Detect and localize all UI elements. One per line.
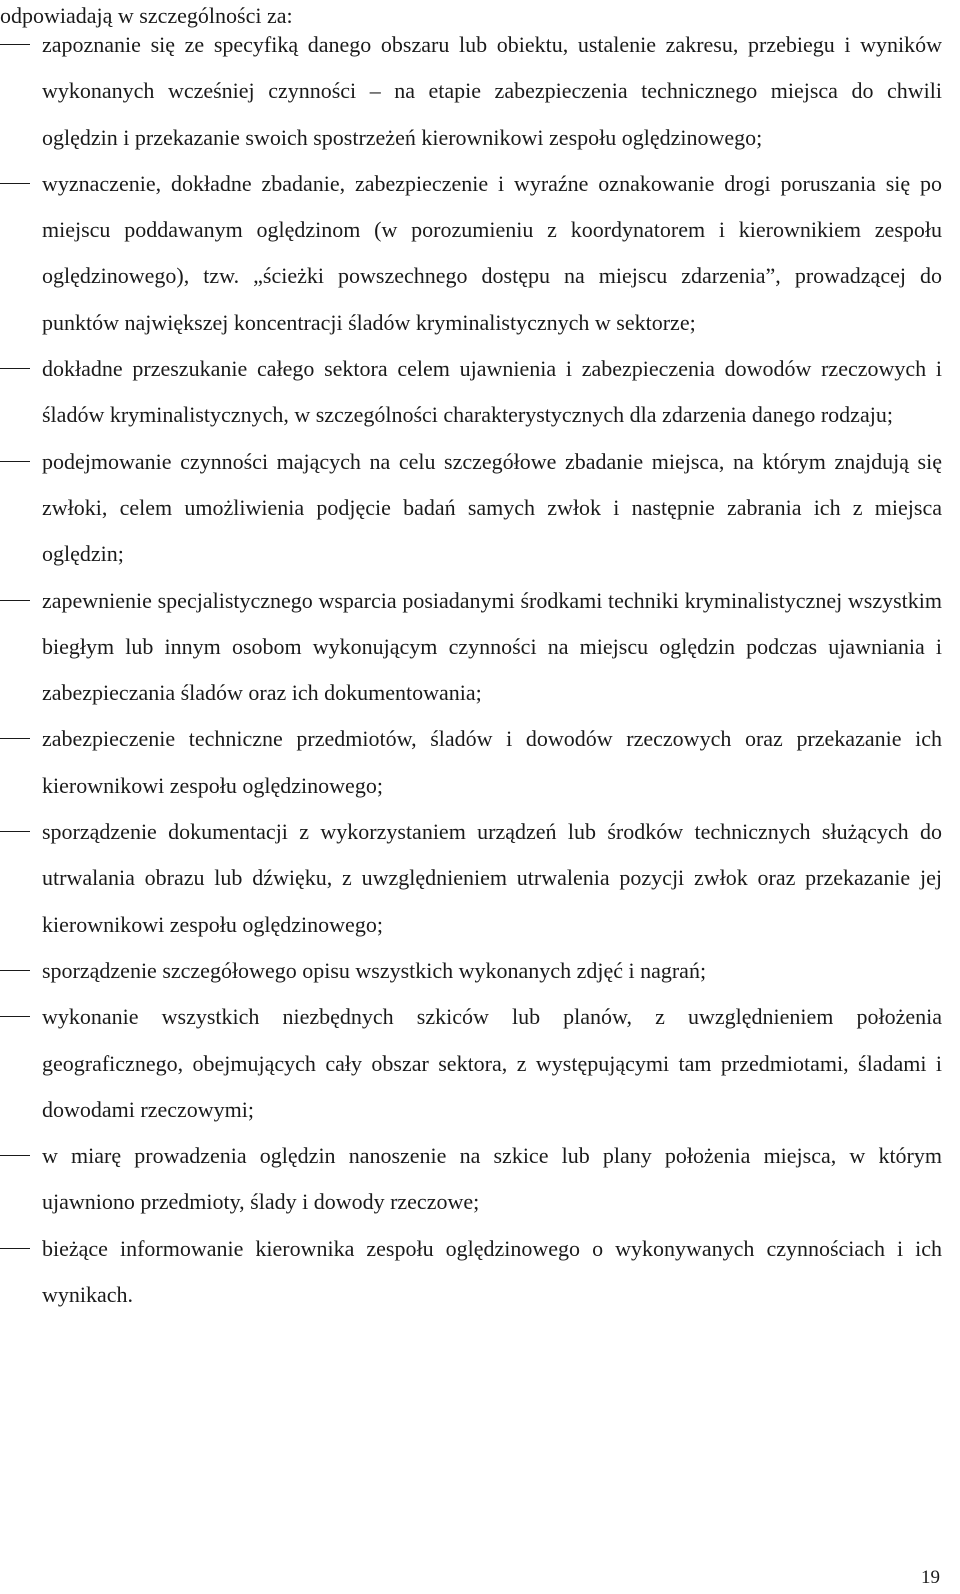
list-item-text: wykonanie wszystkich niezbędnych szkiców lub planów, z uwzględnieniem położenia geograficznego, obejmujących cały obszar sektora, z występującymi tam przedmiotami, śladami i dowodami rzeczowymi;: [42, 1004, 942, 1122]
dash-bullet: [0, 738, 30, 739]
list-item: [0, 22, 960, 161]
list-item-text: sporządzenie szczegółowego opisu wszystkich wykonanych zdjęć i nagrań;: [42, 957, 707, 983]
list-item-text: bieżące informowanie kierownika zespołu oględzinowego o wykonywanych czynnościach i ich wynikach.: [42, 1235, 942, 1308]
list-item-text: zapoznanie się ze specyfiką danego obszaru lub obiektu, ustalenie zakresu, przebiegu i wyników wykonanych wcześniej czynności – na etapie zabezpieczenia technicznego miejsca do chwili oględzin i przekazanie swoich spostrzeżeń kierownikowi zespołu oględzinowego;: [42, 32, 942, 150]
list-item: [0, 1133, 960, 1226]
dash-bullet: [0, 1155, 30, 1156]
list-item: [0, 948, 960, 994]
list-item-text: zabezpieczenie techniczne przedmiotów, śladów i dowodów rzeczowych oraz przekazanie ich kierownikowi zespołu oględzinowego;: [42, 726, 942, 798]
list-item: [0, 439, 960, 578]
list-item: [0, 809, 960, 948]
page-number: 19: [921, 1567, 940, 1588]
intro-text: odpowiadają w szczególności za:: [0, 3, 293, 28]
dash-bullet: [0, 183, 30, 184]
dash-bullet: [0, 461, 30, 462]
list-item-text: zapewnienie specjalistycznego wsparcia posiadanymi środkami techniki kryminalistycznej wszystkim biegłym lub innym osobom wykonującym czynności na miejscu oględzin podczas ujawniania i zabezpieczania śladów oraz ich dokumentowania;: [42, 587, 942, 706]
list-item: [0, 1226, 960, 1319]
list-item: [0, 716, 960, 809]
dash-bullet: [0, 44, 30, 45]
dash-bullet: [0, 831, 30, 832]
list-item-text: podejmowanie czynności mających na celu szczegółowe zbadanie miejsca, na którym znajdują się zwłoki, celem umożliwienia podjęcie badań samych zwłok i następnie zabrania ich z miejsca oględzin;: [42, 448, 942, 567]
dash-bullet: [0, 970, 30, 971]
list-item-text: wyznaczenie, dokładne zbadanie, zabezpieczenie i wyraźne oznakowanie drogi poruszania się po miejscu poddawanym oględzinom (w porozumieniu z koordynatorem i kierownikiem zespołu oględzinowego), tzw. „ścieżki powszechnego dostępu na miejscu zdarzenia”, prowadzącej do punktów największej koncentracji śladów kryminalistycznych w sektorze;: [42, 170, 942, 335]
dash-bullet: [0, 600, 30, 601]
dash-bullet: [0, 1016, 30, 1017]
dash-bullet: [0, 368, 30, 369]
dash-bullet: [0, 1248, 30, 1249]
list-item: [0, 346, 960, 439]
list-item-text: sporządzenie dokumentacji z wykorzystaniem urządzeń lub środków technicznych służących do utrwalania obrazu lub dźwięku, z uwzględnieniem utrwalenia pozycji zwłok oraz przekazanie jej kierownikowi zespołu oględzinowego;: [42, 819, 942, 937]
duties-list: [0, 22, 960, 1318]
list-item-text: w miarę prowadzenia oględzin nanoszenie na szkice lub plany położenia miejsca, w którym ujawniono przedmioty, ślady i dowody rzeczowe;: [42, 1143, 942, 1215]
list-item: [0, 161, 960, 346]
list-item: [0, 578, 960, 717]
list-item-text: dokładne przeszukanie całego sektora celem ujawnienia i zabezpieczenia dowodów rzeczowych i śladów kryminalistycznych, w szczególności charakterystycznych dla zdarzenia danego rodzaju;: [42, 356, 942, 428]
list-item: [0, 994, 960, 1133]
